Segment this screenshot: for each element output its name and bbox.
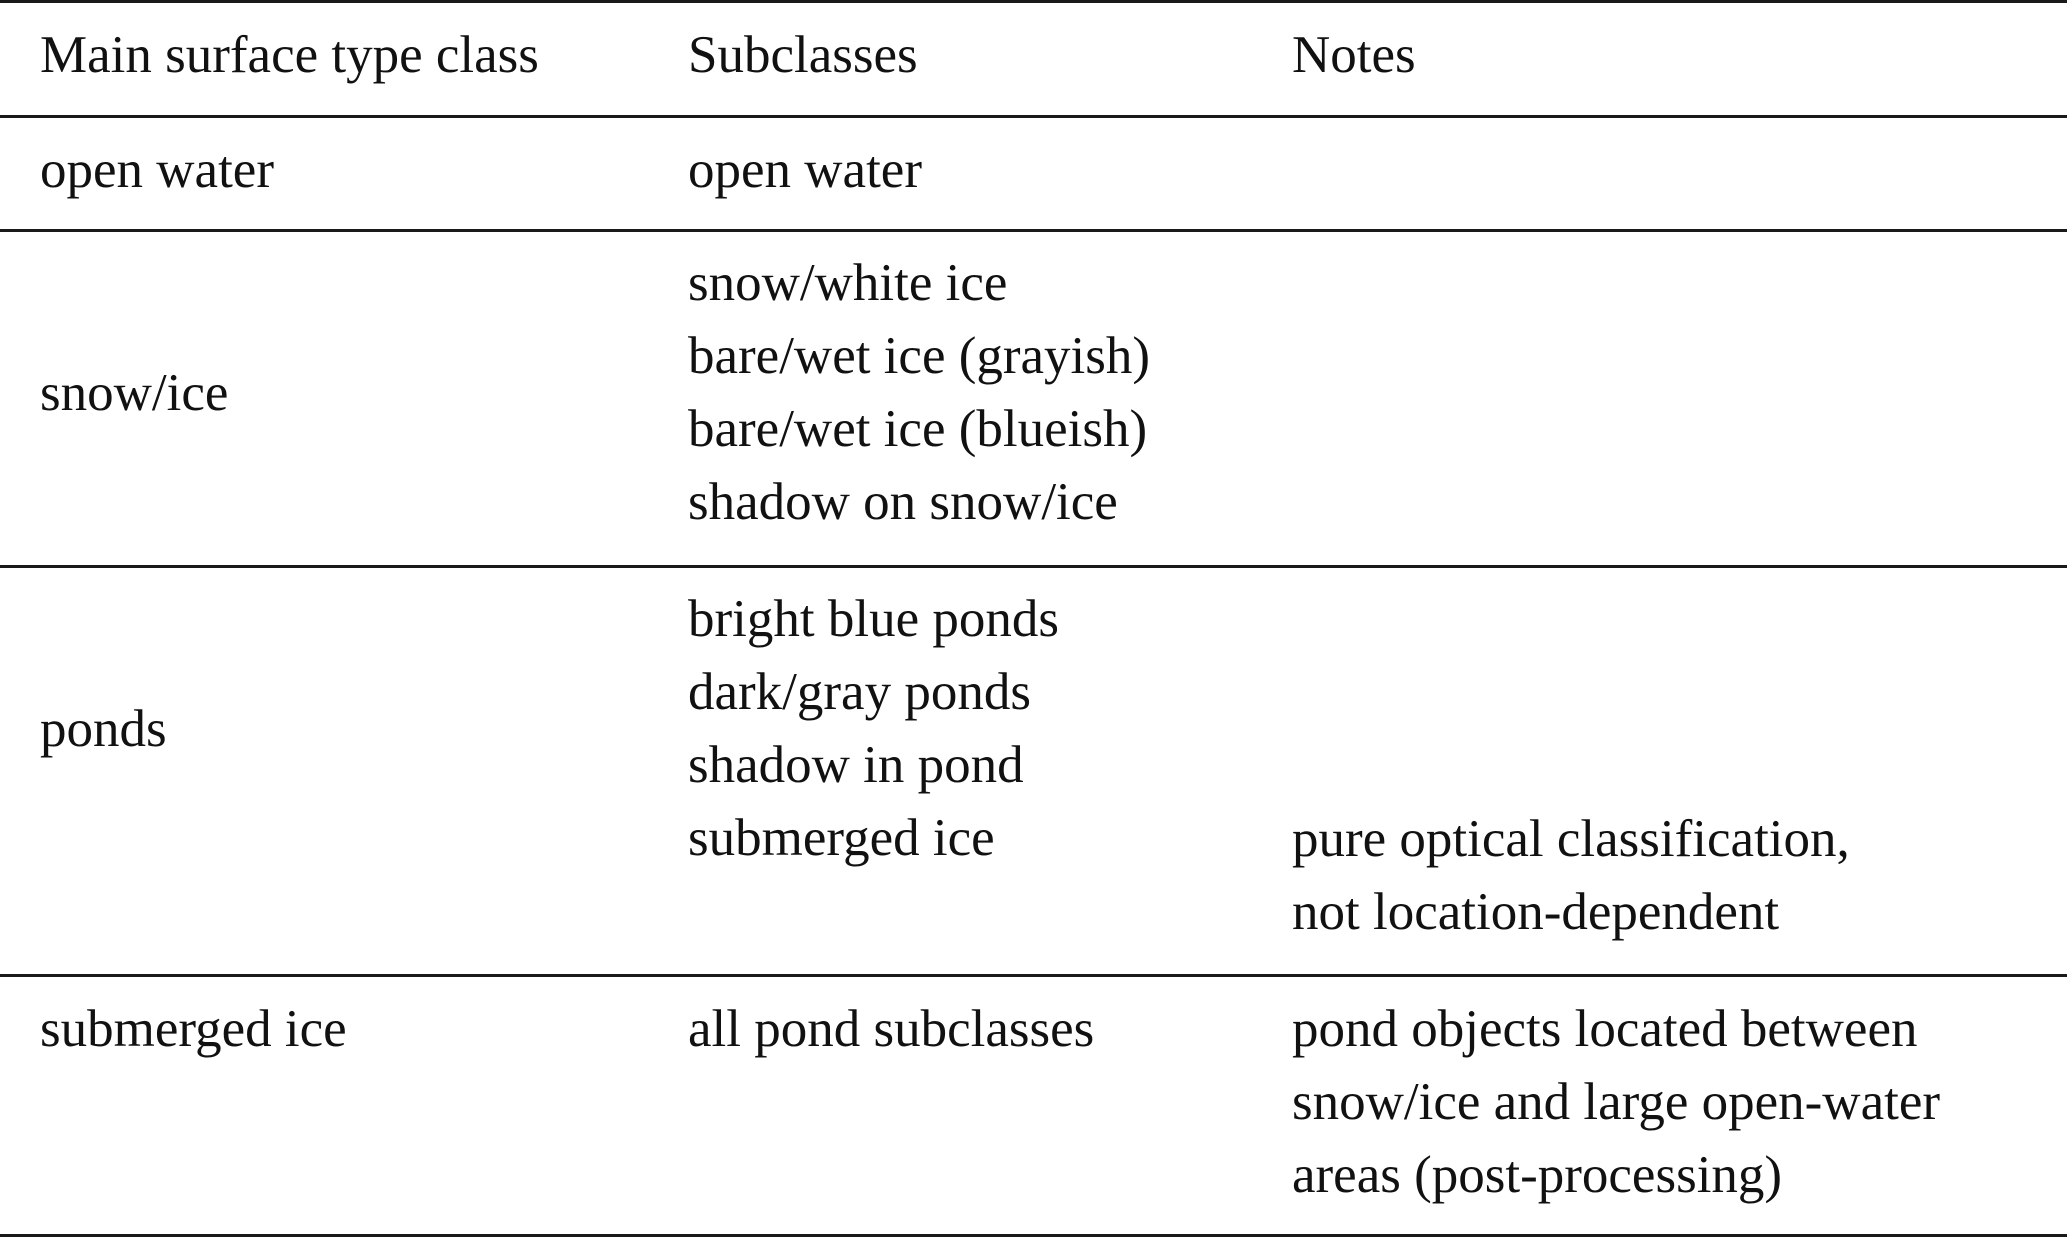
note-line: pure optical classification, [1292,810,1850,868]
main-class-cell: snow/ice [40,364,229,422]
main-class-cell: ponds [40,700,167,758]
notes-cell [1292,803,1850,949]
header-rule [0,115,2067,118]
note-line: pond objects located between [1292,1000,1918,1058]
row-divider [0,974,2067,977]
column-header-main-class: Main surface type class [40,26,539,84]
row-divider [0,229,2067,232]
table-bottom-rule [0,1234,2067,1237]
subclass-cell [688,993,1094,1066]
column-header-notes: Notes [1292,26,1416,84]
subclass-item: open water [688,141,922,199]
subclass-cell [688,247,1150,539]
subclass-item: bare/wet ice (blueish) [688,400,1148,458]
subclass-cell [688,134,922,207]
subclass-item: bare/wet ice (grayish) [688,327,1151,385]
main-class-cell: submerged ice [40,1000,347,1058]
note-line: areas (post-processing) [1292,1146,1783,1204]
main-class-cell: open water [40,141,274,199]
subclass-item: shadow on snow/ice [688,473,1118,531]
note-line: snow/ice and large open-water [1292,1073,1941,1131]
column-header-subclasses: Subclasses [688,26,918,84]
subclass-item: snow/white ice [688,254,1008,312]
subclass-item: bright blue ponds [688,590,1059,648]
subclass-item: all pond subclasses [688,1000,1095,1058]
subclass-item: submerged ice [688,809,995,867]
notes-cell [1292,993,1940,1212]
subclass-item: dark/gray ponds [688,663,1031,721]
note-line: not location-dependent [1292,883,1780,941]
subclass-cell [688,583,1059,875]
row-divider [0,565,2067,568]
subclass-item: shadow in pond [688,736,1024,794]
table-top-rule [0,0,2067,3]
